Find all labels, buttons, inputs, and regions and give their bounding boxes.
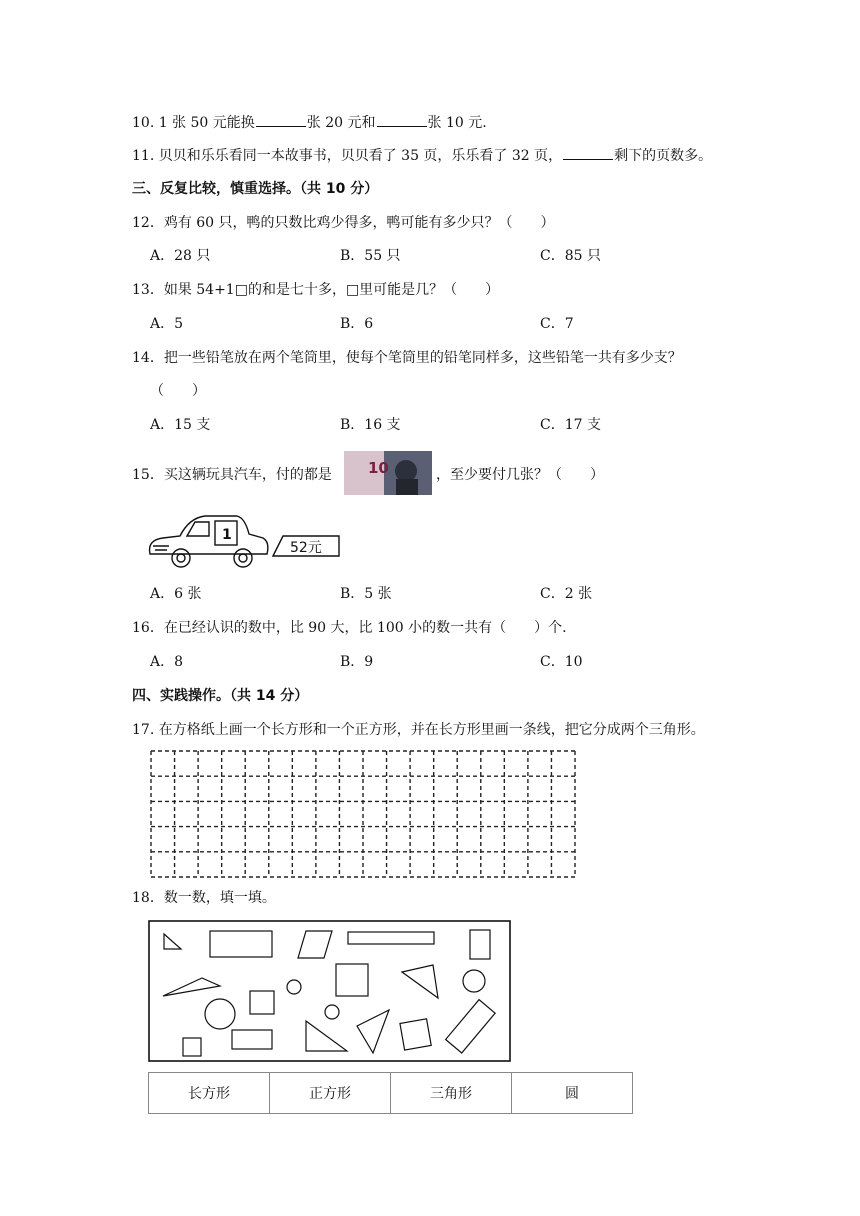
rectangle-shape xyxy=(446,1000,496,1053)
square-shape xyxy=(336,964,368,996)
shapes-figure xyxy=(148,920,512,1064)
q11-number: 11. xyxy=(132,148,155,164)
circle-shape xyxy=(205,999,235,1029)
q16-option-c[interactable]: C．10 xyxy=(540,654,583,670)
table-header-rectangle: 长方形 xyxy=(149,1073,270,1114)
q13-option-b[interactable]: B．6 xyxy=(340,316,374,332)
triangle-shape xyxy=(306,1021,347,1051)
triangle-shape xyxy=(402,965,438,998)
q15-text-a: 15．买这辆玩具汽车，付的都是 xyxy=(132,467,332,483)
q11-text-a: 贝贝和乐乐看同一本故事书，贝贝看了 35 页，乐乐看了 32 页， xyxy=(158,148,563,164)
q12-option-a[interactable]: A．28 只 xyxy=(150,248,211,264)
circle-shape xyxy=(463,970,485,992)
question-18: 18．数一数，填一填。 xyxy=(132,890,276,906)
dashed-grid-paper[interactable] xyxy=(150,750,576,878)
table-header-triangle: 三角形 xyxy=(391,1073,512,1114)
question-16: 16．在已经认识的数中，比 90 大，比 100 小的数一共有（ ）个. xyxy=(132,620,567,636)
parallelogram-shape xyxy=(298,931,332,958)
question-17: 17. 在方格纸上画一个长方形和一个正方形，并在长方形里画一条线，把它分成两个三角形。 xyxy=(132,722,705,738)
car-number: 1 xyxy=(222,527,232,543)
car-price-tag: 52元 xyxy=(290,540,322,556)
q15-option-c[interactable]: C．2 张 xyxy=(540,586,593,602)
q16-option-a[interactable]: A．8 xyxy=(150,654,184,670)
q16-option-b[interactable]: B．9 xyxy=(340,654,374,670)
q11-blank[interactable] xyxy=(563,145,613,160)
q15-option-a[interactable]: A．6 张 xyxy=(150,586,202,602)
q12-option-b[interactable]: B．55 只 xyxy=(340,248,401,264)
ten-yuan-banknote-image xyxy=(344,451,432,495)
rectangle-shape xyxy=(348,932,434,944)
q10-text-c: 张 10 元. xyxy=(427,115,487,131)
q14-option-b[interactable]: B．16 支 xyxy=(340,417,401,433)
q12-option-c[interactable]: C．85 只 xyxy=(540,248,601,264)
q14-option-c[interactable]: C．17 支 xyxy=(540,417,601,433)
square-shape xyxy=(400,1019,431,1050)
triangle-shape xyxy=(164,934,181,949)
circle-shape xyxy=(287,980,301,994)
triangle-shape xyxy=(163,978,220,996)
table-header-circle: 圆 xyxy=(512,1073,633,1114)
q14-answer-paren: （ ） xyxy=(150,383,206,399)
q10-text-b: 张 20 元和 xyxy=(306,115,376,131)
question-13: 13．如果 54+1□的和是七十多，□里可能是几？（ ） xyxy=(132,282,500,298)
q15-text-b: ，至少要付几张？（ ） xyxy=(436,467,604,483)
q11-text-b: 剩下的页数多。 xyxy=(614,148,713,164)
question-12: 12．鸡有 60 只，鸭的只数比鸡少得多，鸭可能有多少只？（ ） xyxy=(132,215,555,231)
shapes-frame xyxy=(149,921,510,1061)
q10-blank-1[interactable] xyxy=(256,112,306,127)
shape-count-table xyxy=(148,1072,633,1114)
rectangle-shape xyxy=(210,931,272,957)
rectangle-shape xyxy=(232,1030,272,1049)
square-shape xyxy=(250,991,274,1014)
q10-number: 10. xyxy=(132,115,155,131)
question-11 xyxy=(132,145,712,166)
question-10 xyxy=(132,112,487,133)
table-header-square: 正方形 xyxy=(270,1073,391,1114)
rectangle-shape xyxy=(470,930,490,959)
triangle-shape xyxy=(357,1010,389,1053)
q10-blank-2[interactable] xyxy=(377,112,427,127)
circle-shape xyxy=(325,1005,339,1019)
q14-option-a[interactable]: A．15 支 xyxy=(150,417,211,433)
section-3-heading: 三、反复比较，慎重选择。（共 10 分） xyxy=(132,181,379,197)
q15-option-b[interactable]: B．5 张 xyxy=(340,586,392,602)
q13-option-c[interactable]: C．7 xyxy=(540,316,574,332)
banknote-value: 10 xyxy=(368,459,389,477)
square-shape xyxy=(183,1038,201,1056)
toy-car-with-price-image xyxy=(145,510,345,572)
q13-option-a[interactable]: A．5 xyxy=(150,316,184,332)
section-4-heading: 四、实践操作。（共 14 分） xyxy=(132,688,309,704)
question-14: 14．把一些铅笔放在两个笔筒里，使每个笔筒里的铅笔同样多，这些铅笔一共有多少支？ xyxy=(132,350,682,366)
q10-text-a: 1 张 50 元能换 xyxy=(158,115,255,131)
